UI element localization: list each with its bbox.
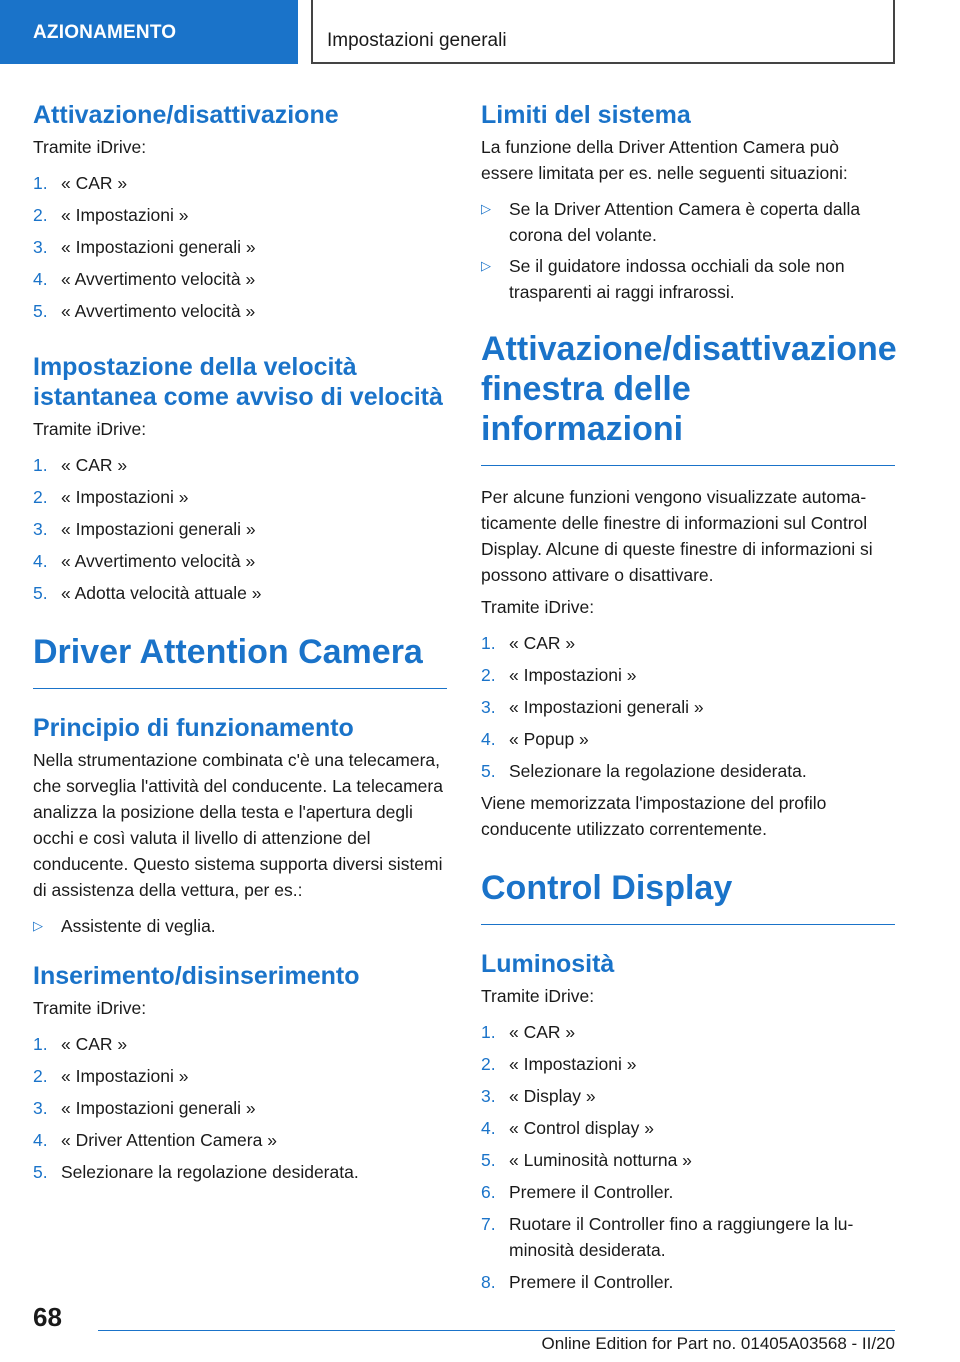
item-text: Se la Driver Attention Camera è coperta dalla corona del volante. [509,199,861,245]
item-text: Premere il Controller. [509,1272,674,1292]
step-item [481,1147,895,1173]
step-item [481,1019,895,1045]
item-text: « Driver Attention Camera » [61,1130,277,1150]
step-item [33,1159,447,1185]
step-number: 1. [481,1022,496,1042]
item-text: « Impostazioni » [61,1066,189,1086]
item-text: « Control display » [509,1118,654,1138]
item-text: « CAR » [61,173,128,193]
step-number: 3. [481,1086,496,1106]
header-title: Impostazioni generali [311,0,895,64]
item-text: « Impostazioni generali » [61,237,256,257]
intro-text: Tramite iDrive: [33,998,147,1018]
step-number: 2. [481,1054,496,1074]
step-item [481,1115,895,1141]
item-text: « Impostazioni » [509,1054,637,1074]
step-number: 1. [33,455,48,475]
step-number: 4. [481,1118,496,1138]
intro-text: Tramite iDrive: [33,419,147,439]
intro-text: Tramite iDrive: [481,986,595,1006]
step-item [33,580,447,606]
item-text: « Display » [509,1086,596,1106]
item-text: « Impostazioni » [61,487,189,507]
step-number: 5. [481,1150,496,1170]
step-number: 4. [33,551,48,571]
steps-list [481,1019,895,1295]
section-title: Impostazione della velocità istantanea come avviso di velocità [33,353,443,411]
step-item [33,516,447,542]
step-item [33,548,447,574]
item-text: « Impostazioni generali » [61,1098,256,1118]
steps-list [33,1031,447,1185]
page-number: 68 [33,1302,62,1332]
bullet-list [481,196,895,305]
step-number: 6. [481,1182,496,1202]
bullet-list [33,913,447,939]
section-title: Limiti del sistema [481,101,691,129]
body-text: Viene memorizzata l'impostazione del profilo conducente utilizzato correntemente. [481,793,827,839]
section-title: Principio di funzionamento [33,714,354,742]
section-title: Inserimento/disinserimento [33,962,360,990]
step-item [481,630,895,656]
step-item [481,662,895,688]
steps-list [33,170,447,324]
step-item [33,234,447,260]
step-number: 1. [33,173,48,193]
step-number: 2. [33,1066,48,1086]
step-item [481,1269,895,1295]
step-number: 5. [33,583,48,603]
bullet-item [481,253,895,305]
step-item [33,170,447,196]
intro-text: Tramite iDrive: [481,597,595,617]
body-text: La funzione della Driver Attention Camera può essere limitata per es. nelle seguenti situazioni: [481,137,848,183]
step-item [33,1127,447,1153]
step-number: 3. [33,519,48,539]
item-text: « Adotta velocità attuale » [61,583,262,603]
triangle-bullet-icon: ▷ [33,918,43,933]
item-text: « CAR » [509,633,576,653]
item-text: « Impostazioni generali » [509,697,704,717]
edition-note: Online Edition for Part no. 01405A03568 - II/20 [541,1334,895,1353]
step-item [481,694,895,720]
left-column [33,100,447,1191]
item-text: « Avvertimento velocità » [61,301,256,321]
step-number: 3. [481,697,496,717]
triangle-bullet-icon: ▷ [481,201,491,216]
step-number: 2. [33,487,48,507]
page-header [0,0,960,66]
section-tab: AZIONAMENTO [0,0,298,64]
chapter-title: Driver Attention Camera [33,632,447,689]
step-number: 2. [33,205,48,225]
step-number: 4. [481,729,496,749]
item-text: « Avvertimento velocità » [61,551,256,571]
step-number: 4. [33,1130,48,1150]
steps-list [481,630,895,784]
triangle-bullet-icon: ▷ [481,258,491,273]
item-text: Se il guidatore indossa occhiali da sole non trasparenti ai raggi infrarossi. [509,256,845,302]
steps-list [33,452,447,606]
item-text: « Impostazioni generali » [61,519,256,539]
step-number: 3. [33,1098,48,1118]
step-item [33,1031,447,1057]
step-item [33,452,447,478]
step-number: 3. [33,237,48,257]
step-number: 5. [33,301,48,321]
step-item [33,1063,447,1089]
item-text: Assistente di veglia. [61,916,216,936]
bullet-item [481,196,895,248]
right-column [481,100,895,1301]
item-text: Selezionare la regolazione desiderata. [61,1162,359,1182]
step-item [33,1095,447,1121]
step-item [481,758,895,784]
intro-text: Tramite iDrive: [33,137,147,157]
step-item [481,1179,895,1205]
step-item [33,266,447,292]
step-number: 7. [481,1214,496,1234]
step-number: 1. [33,1034,48,1054]
item-text: « Popup » [509,729,589,749]
step-item [481,1051,895,1077]
step-number: 5. [33,1162,48,1182]
item-text: « CAR » [509,1022,576,1042]
bullet-item [33,913,447,939]
item-text: « Impostazioni » [61,205,189,225]
chapter-title: Attivazione/disattivazione finestra delle informazioni [481,329,895,466]
step-item [481,1083,895,1109]
step-number: 1. [481,633,496,653]
section-title: Attivazione/disattivazione [33,101,339,129]
step-item [481,1211,895,1263]
item-text: Premere il Controller. [509,1182,674,1202]
body-text: Per alcune funzioni vengono visualizzate automaticamente delle finestre di informazioni sul Control Display. Alcune di queste finestre di informazioni si possono attivare o disattivare. [481,487,873,585]
step-number: 2. [481,665,496,685]
item-text: Selezionare la regolazione desiderata. [509,761,807,781]
item-text: « Luminosità notturna » [509,1150,692,1170]
body-text: Nella strumentazione combinata c'è una telecamera, che sorveglia l'attività del conducente. La telecamera analizza la posizione della testa e l'apertura degli occhi e così valuta il livello di attenzione del conducente. Questo sistema supporta diversi sistemi di assistenza della vettura, per es.: [33,750,443,900]
item-text: « CAR » [61,1034,128,1054]
step-number: 8. [481,1272,496,1292]
step-item [33,202,447,228]
step-item [33,298,447,324]
step-item [33,484,447,510]
step-item [481,726,895,752]
item-text: « Impostazioni » [509,665,637,685]
step-number: 5. [481,761,496,781]
item-text: « Avvertimento velocità » [61,269,256,289]
chapter-title: Control Display [481,868,895,925]
step-number: 4. [33,269,48,289]
item-text: « CAR » [61,455,128,475]
item-text: Ruotare il Controller fino a raggiungere la luminosità desiderata. [509,1214,854,1260]
footer-divider [98,1330,895,1331]
section-title: Luminosità [481,950,615,978]
